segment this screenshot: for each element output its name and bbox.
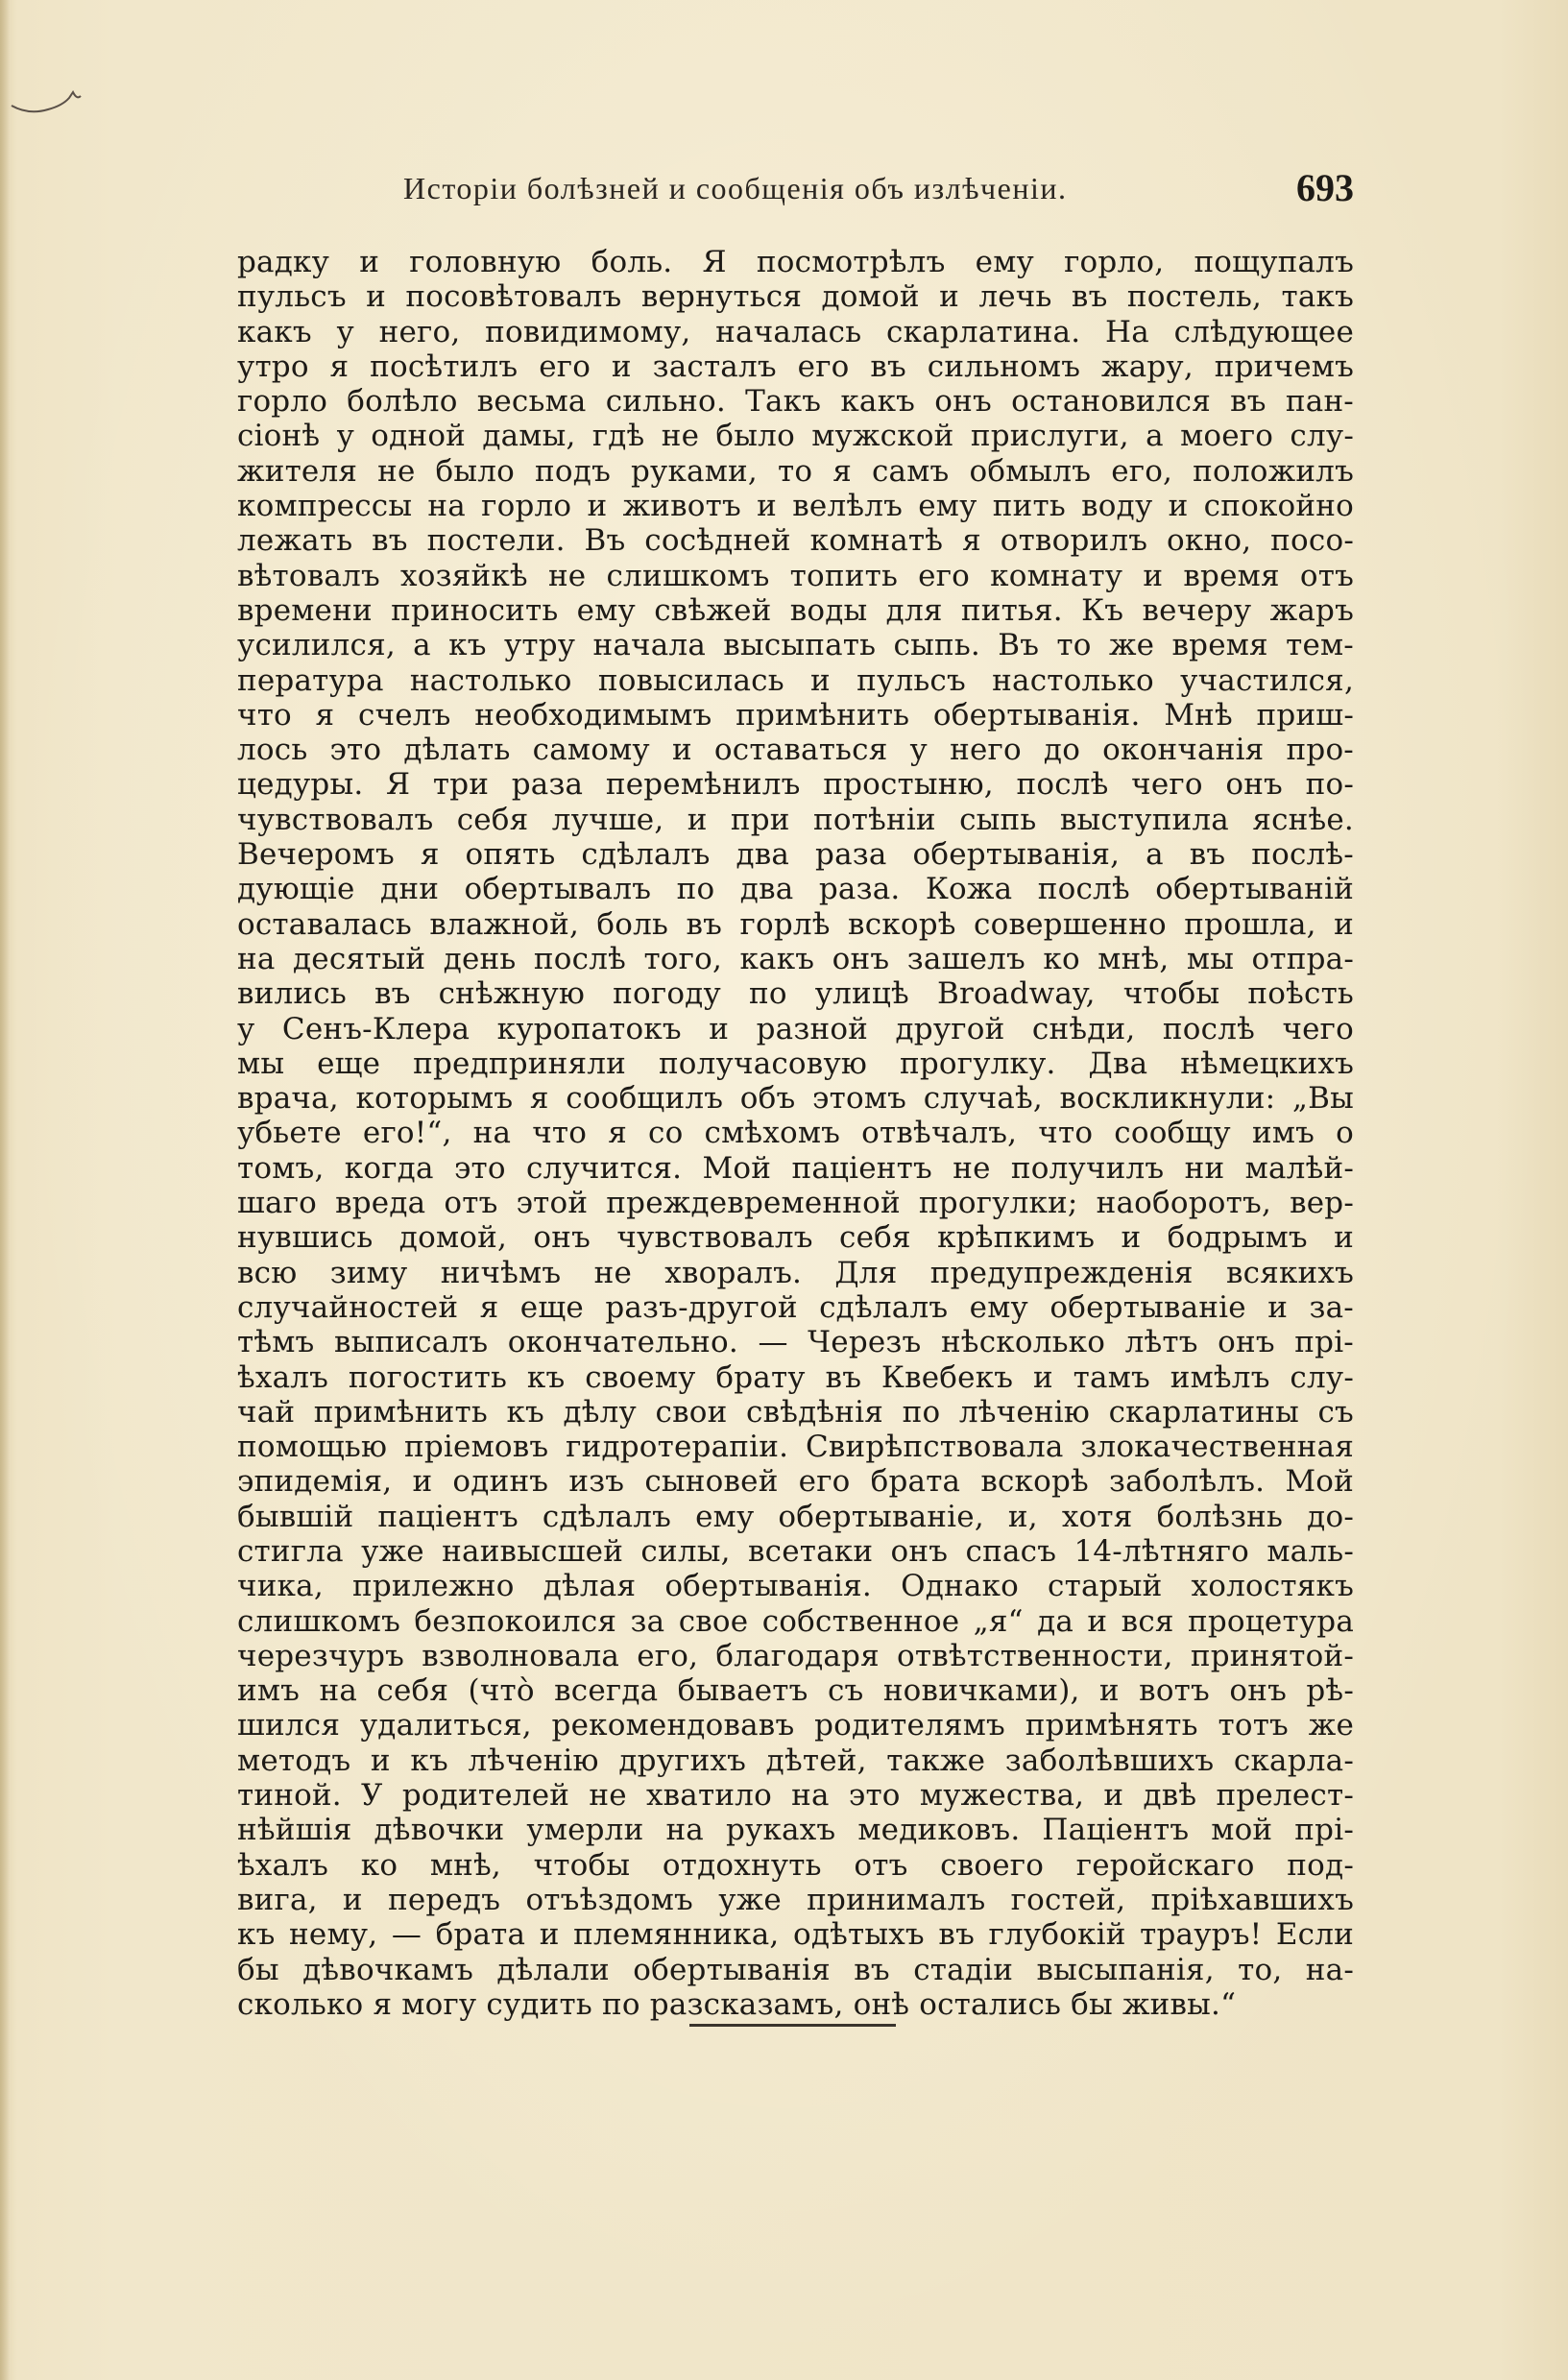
- text-line: какъ у него, повидимому, началась скарлатина. На слѣдующее: [237, 314, 1354, 349]
- text-line: жителя не было подъ руками, то я самъ обмылъ его, положилъ: [237, 453, 1354, 489]
- text-line: пература настолько повысилась и пульсъ настолько участился,: [237, 662, 1354, 698]
- page-header: [403, 165, 1354, 213]
- running-title: Исторiи болѣзней и сообщенiя объ излѣченiи.: [403, 171, 1068, 205]
- text-line: чувствовалъ себя лучше, и при потѣнiи сыпь выступила яснѣе.: [237, 802, 1354, 837]
- text-line: убьете его!“, на что я со смѣхомъ отвѣчалъ, что сообщу имъ о: [237, 1116, 1354, 1151]
- end-rule: [689, 2024, 896, 2027]
- text-line: на десятый день послѣ того, какъ онъ зашелъ ко мнѣ, мы отпра-: [237, 941, 1354, 976]
- text-line: усилился, а къ утру начала высыпать сыпь. Въ то же время тем-: [237, 628, 1354, 663]
- text-line: утро я посѣтилъ его и засталъ его въ сильномъ жару, причемъ: [237, 349, 1354, 384]
- text-line: томъ, когда это случится. Мой пацiентъ не получилъ ни малѣй-: [237, 1150, 1354, 1186]
- text-line: бы дѣвочкамъ дѣлали обертыванiя въ стадiи высыпанiя, то, на-: [237, 1952, 1354, 1987]
- text-line: тиной. У родителей не хватило на это мужества, и двѣ прелест-: [237, 1778, 1354, 1814]
- text-line: бывшiй пацiентъ сдѣлалъ ему обертыванiе, и, хотя болѣзнь до-: [237, 1499, 1354, 1534]
- text-line: шился удалиться, рекомендовавъ родителямъ примѣнять тотъ же: [237, 1708, 1354, 1743]
- text-line: вига, и передъ отъѣздомъ уже принималъ гостей, прiѣхавшихъ: [237, 1882, 1354, 1917]
- text-line: сколько я могу судить по разсказамъ, онѣ остались бы живы.“: [237, 1986, 1237, 2022]
- text-line: лежать въ постели. Въ сосѣдней комнатѣ я отворилъ окно, посо-: [237, 523, 1354, 559]
- text-line: компрессы на горло и животъ и велѣлъ ему пить воду и спокойно: [237, 489, 1354, 524]
- text-line: методъ и къ лѣченiю другихъ дѣтей, также заболѣвшихъ скарла-: [237, 1743, 1354, 1778]
- text-line: стигла уже наивысшей силы, всетаки онъ спасъ 14-лѣтняго маль-: [237, 1533, 1354, 1569]
- text-line: вѣтовалъ хозяйкѣ не слишкомъ топить его комнату и время отъ: [237, 558, 1354, 593]
- text-line: чай примѣнить къ дѣлу свои свѣдѣнiя по лѣченiю скарлатины съ: [237, 1394, 1354, 1430]
- text-line: черезчуръ взволновала его, благодаря отвѣтственности, принятой-: [237, 1638, 1354, 1673]
- text-line: у Сенъ-Клера куропатокъ и разной другой снѣди, послѣ чего: [237, 1011, 1354, 1046]
- text-line: радку и головную боль. Я посмотрѣлъ ему горло, пощупалъ: [237, 245, 1354, 279]
- text-line: помощью прiемовъ гидротерапiи. Свирѣпствовала злокачественная: [237, 1430, 1354, 1465]
- binding-edge: [0, 0, 10, 2380]
- text-line: ѣхалъ ко мнѣ, чтобы отдохнуть отъ своего геройскаго под-: [237, 1847, 1354, 1883]
- text-line: нувшись домой, онъ чувствовалъ себя крѣпкимъ и бодрымъ и: [237, 1220, 1354, 1256]
- text-line: имъ на себя (чтò всегда бываетъ съ новичками), и вотъ онъ рѣ-: [237, 1673, 1354, 1709]
- text-line: нѣйшiя дѣвочки умерли на рукахъ медиковъ. Пацiентъ мой прi-: [237, 1813, 1354, 1848]
- text-line: что я счелъ необходимымъ примѣнить обертыванiя. Мнѣ приш-: [237, 697, 1354, 733]
- text-line: цедуры. Я три раза перемѣнилъ простыню, послѣ чего онъ по-: [237, 767, 1354, 803]
- text-line: всю зиму ничѣмъ не хворалъ. Для предупрежденiя всякихъ: [237, 1255, 1354, 1290]
- text-line: дующiе дни обертывалъ по два раза. Кожа послѣ обертыванiй: [237, 872, 1354, 907]
- pencil-mark-icon: [10, 77, 91, 125]
- page-number: 693: [1296, 166, 1354, 209]
- text-line: горло болѣло весьма сильно. Такъ какъ онъ остановился въ пан-: [237, 384, 1354, 420]
- text-line: лось это дѣлать самому и оставаться у него до окончанiя про-: [237, 733, 1354, 768]
- text-line: шаго вреда отъ этой преждевременной прогулки; наоборотъ, вер-: [237, 1186, 1354, 1221]
- text-line: эпидемiя, и одинъ изъ сыновей его брата вскорѣ заболѣлъ. Мой: [237, 1464, 1354, 1500]
- text-line: Вечеромъ я опять сдѣлалъ два раза обертыванiя, а въ послѣ-: [237, 837, 1354, 873]
- text-line: времени приносить ему свѣжей воды для питья. Къ вечеру жаръ: [237, 592, 1354, 628]
- text-line: вились въ снѣжную погоду по улицѣ Broadway, чтобы поѣсть: [237, 976, 1354, 1012]
- text-line: ѣхалъ погостить къ своему брату въ Квебекъ и тамъ имѣлъ слу-: [237, 1359, 1354, 1395]
- text-line: мы еще предприняли получасовую прогулку. Два нѣмецкихъ: [237, 1046, 1354, 1081]
- text-line: пульсъ и посовѣтовалъ вернуться домой и лечь въ постель, такъ: [237, 279, 1354, 315]
- body-text: [237, 245, 1354, 2022]
- text-line: врача, которымъ я сообщилъ объ этомъ случаѣ, воскликнули: „Вы: [237, 1081, 1354, 1117]
- text-line: къ нему, — брата и племянника, одѣтыхъ въ глубокiй трауръ! Если: [237, 1917, 1354, 1953]
- text-line: сiонѣ у одной дамы, гдѣ не было мужской прислуги, а моего слу-: [237, 419, 1354, 454]
- text-line: оставалась влажной, боль въ горлѣ вскорѣ совершенно прошла, и: [237, 906, 1354, 942]
- text-line: случайностей я еще разъ-другой сдѣлалъ ему обертыванiе и за-: [237, 1289, 1354, 1325]
- text-line: чика, прилежно дѣлая обертыванiя. Однако старый холостякъ: [237, 1569, 1354, 1604]
- text-line: тѣмъ выписалъ окончательно. — Черезъ нѣсколько лѣтъ онъ прi-: [237, 1325, 1354, 1360]
- text-line: слишкомъ безпокоился за свое собственное „я“ да и вся процетура: [237, 1603, 1354, 1639]
